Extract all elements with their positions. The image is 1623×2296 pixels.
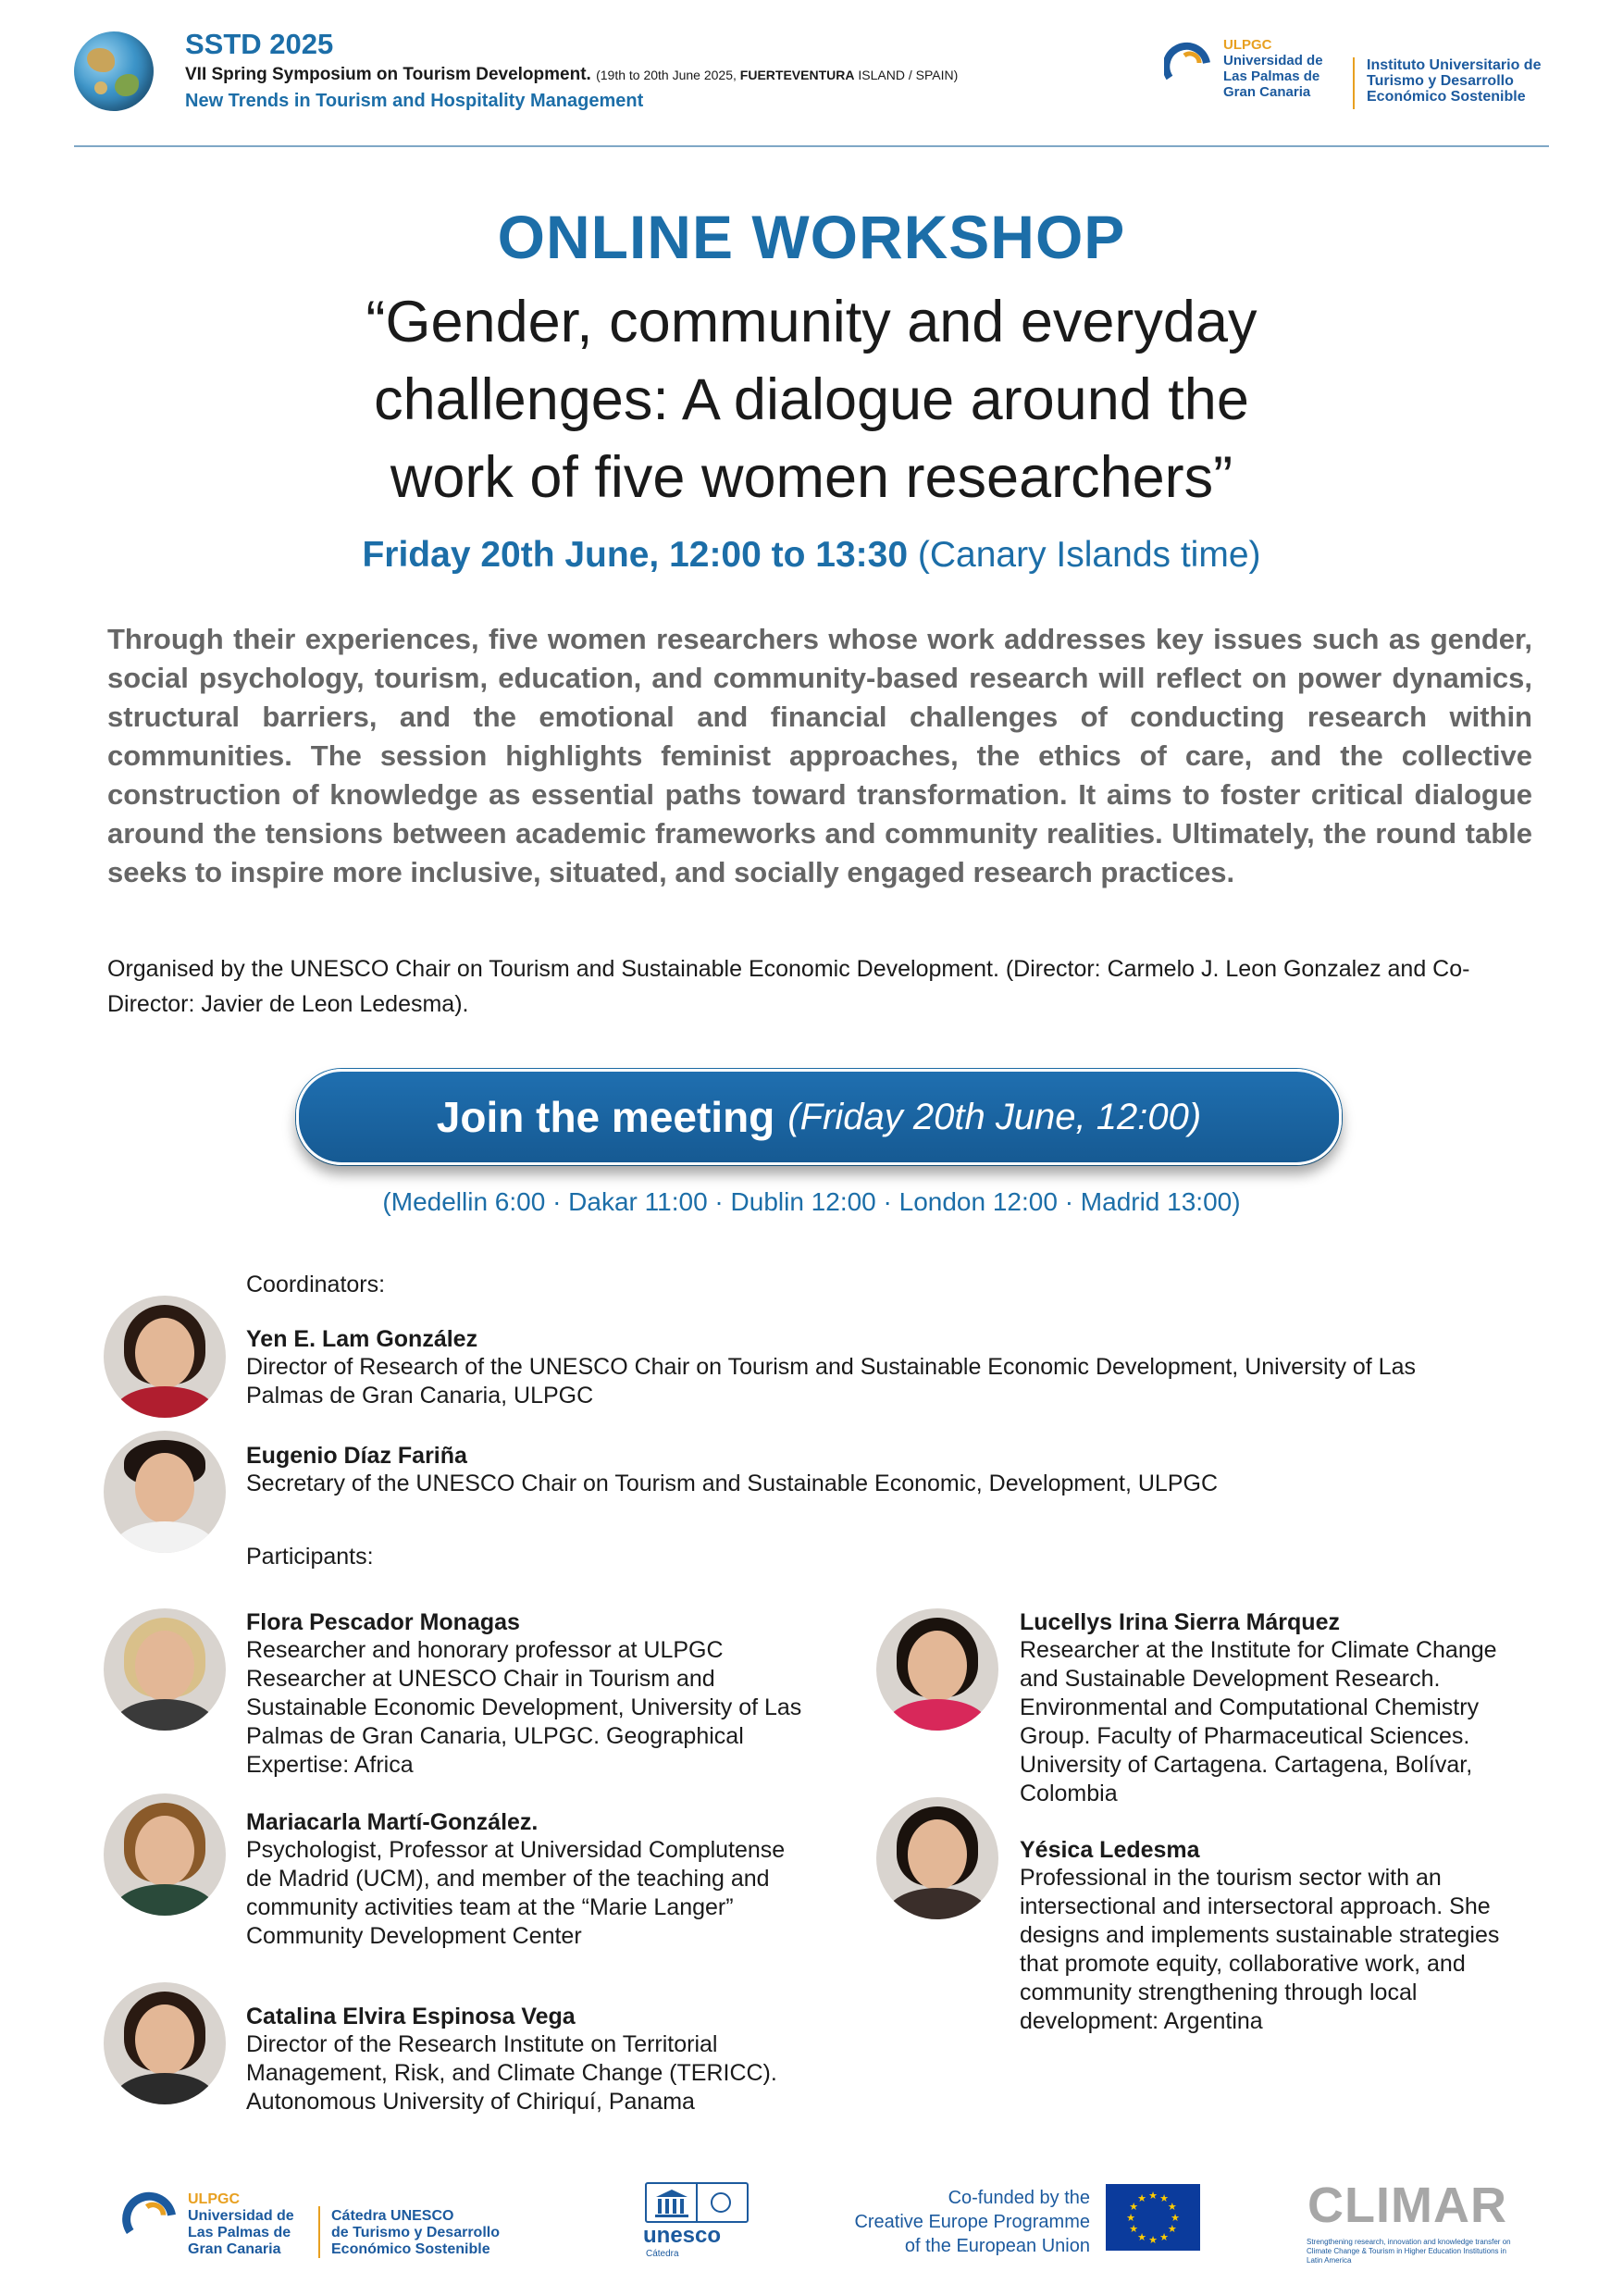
ulpgc-logo-icon <box>122 2184 178 2236</box>
join-meeting-button[interactable] <box>296 1069 1342 1165</box>
eu-star-icon: ★ <box>1167 2224 1177 2235</box>
participant-name: Yésica Ledesma <box>1020 1837 1200 1863</box>
join-meeting-time: (Friday 20th June, 12:00) <box>787 1096 1202 1137</box>
coordinator-desc: Director of Research of the UNESCO Chair on Tourism and Sustainable Economic Development, University of Las Palmas de Gran Canaria, ULPGC <box>246 1354 1416 1409</box>
eu-star-icon: ★ <box>1159 2193 1169 2205</box>
eu-star-icon: ★ <box>1148 2191 1158 2202</box>
footer-divider <box>318 2206 320 2258</box>
ulpgc-logo-icon <box>1164 35 1210 81</box>
timezone-list: (Medellin 6:00 · Dakar 11:00 · Dublin 12:00 · London 12:00 · Madrid 13:00) <box>382 1187 1241 1216</box>
avatar <box>876 1797 998 1919</box>
participant-name: Catalina Elvira Espinosa Vega <box>246 2004 576 2029</box>
avatar <box>104 1793 226 1916</box>
eu-flag-icon <box>1106 2184 1200 2251</box>
workshop-title: “Gender, community and everyday challenges: A dialogue around the work of five women researchers” <box>365 290 1258 510</box>
coordinator-name: Yen E. Lam González <box>246 1326 478 1352</box>
eu-star-icon: ★ <box>1129 2224 1139 2235</box>
coordinator-name: Eugenio Díaz Fariña <box>246 1443 467 1469</box>
eu-star-icon: ★ <box>1171 2213 1180 2224</box>
avatar <box>104 1431 226 1553</box>
unesco-wordmark: unesco <box>643 2223 722 2248</box>
catedra-wordmark: Cátedra UNESCO de Turismo y Desarrollo Económico Sostenible <box>331 2208 500 2257</box>
avatar <box>876 1608 998 1731</box>
globe-logo <box>74 31 154 111</box>
participant-desc: Researcher at the Institute for Climate Change and Sustainable Development Research. Environmental and Computational Chemistry Group. Faculty of Pharmaceutical Sciences. University of Cartagena. Cartagena, Bolívar, Colombia <box>1020 1637 1497 1806</box>
climar-tagline: Strengthening research, innovation and knowledge transfer on Climate Change & Tourism in Higher Education Institutions in Latin America <box>1307 2238 1511 2265</box>
eu-star-icon: ★ <box>1167 2202 1177 2213</box>
eu-cofund-text: Co-funded by the Creative Europe Programme of the European Union <box>854 2188 1090 2256</box>
header-rule <box>74 145 1549 147</box>
participant-desc: Psychologist, Professor at Universidad Complutense de Madrid (UCM), and member of the teaching and community activities team at the “Marie Langer” Community Development Center <box>246 1837 786 1949</box>
workshop-date: Friday 20th June, 12:00 to 13:30 (Canary Islands time) <box>362 535 1261 575</box>
participant-desc: Director of the Research Institute on Territorial Management, Risk, and Climate Change (TERICC). Autonomous University of Chiriquí, Panama <box>246 2031 777 2115</box>
climar-logo: CLIMAR <box>1307 2178 1507 2233</box>
avatar <box>104 1608 226 1731</box>
avatar <box>104 1296 226 1418</box>
symposium-subtitle: New Trends in Tourism and Hospitality Management <box>185 91 644 111</box>
eu-star-icon: ★ <box>1148 2235 1158 2246</box>
participants-label: Participants: <box>246 1544 374 1570</box>
participant-name: Flora Pescador Monagas <box>246 1609 520 1635</box>
symposium-full-name: VII Spring Symposium on Tourism Development. <box>185 65 591 84</box>
coordinator-desc: Secretary of the UNESCO Chair on Tourism and Sustainable Economic, Development, ULPGC <box>246 1471 1219 1496</box>
participant-name: Mariacarla Martí-González. <box>246 1809 539 1835</box>
workshop-description: Through their experiences, five women researchers whose work addresses key issues such as gender, social psychology, tourism, education, and community-based research will reflect on power dynamics, structural barriers, and the emotional and financial challenges of conducting research within communities. The session highlights feminist approaches, the ethics of care, and the collective construction of knowledge as essential paths toward transformation. It aims to foster critical dialogue around the tensions between academic frameworks and community realities. Ultimately, the round table seeks to inspire more inclusive, situated, and socially engaged research practices. <box>107 623 1532 888</box>
avatar <box>104 1982 226 2104</box>
symposium-name <box>185 65 958 85</box>
symposium-title: SSTD 2025 <box>185 28 334 60</box>
eu-star-icon: ★ <box>1137 2193 1146 2205</box>
ulpgc-wordmark: ULPGC Universidad de Las Palmas de Gran Canaria <box>1223 37 1323 100</box>
eu-star-icon: ★ <box>1159 2231 1169 2243</box>
unesco-temple-icon <box>645 2182 749 2223</box>
participant-desc: Researcher and honorary professor at ULPGC Researcher at UNESCO Chair in Tourism and Sustainable Economic Development, University of Las Palmas de Gran Canaria, ULPGC. Geographical Expertise: Africa <box>246 1637 802 1778</box>
footer-ulpgc-wordmark: ULPGC Universidad de Las Palmas de Gran Canaria <box>188 2191 294 2257</box>
unesco-subtitle: Cátedra <box>646 2249 679 2259</box>
participant-desc: Professional in the tourism sector with an intersectional and intersectoral approach. She designs and implements sustainable strategies that promote equity, collaborative work, and community strengthening through local development: Argentina <box>1020 1865 1500 2034</box>
eu-star-icon: ★ <box>1129 2202 1139 2213</box>
eu-star-icon: ★ <box>1126 2213 1135 2224</box>
participant-name: Lucellys Irina Sierra Márquez <box>1020 1609 1340 1635</box>
coordinators-label: Coordinators: <box>246 1272 386 1297</box>
organised-by: Organised by the UNESCO Chair on Tourism and Sustainable Economic Development. (Director: Carmelo J. Leon Gonzalez and Co-Director: Javier de Leon Ledesma). <box>107 956 1470 1017</box>
header-divider <box>1353 57 1355 109</box>
workshop-label: ONLINE WORKSHOP <box>497 203 1126 271</box>
eu-star-icon: ★ <box>1137 2231 1146 2243</box>
symposium-dates: (19th to 20th June 2025, FUERTEVENTURA ISLAND / SPAIN) <box>596 68 959 82</box>
join-meeting-label: Join the meeting <box>436 1093 775 1141</box>
institute-wordmark: Instituto Universitario de Turismo y Desarrollo Económico Sostenible <box>1367 57 1542 105</box>
